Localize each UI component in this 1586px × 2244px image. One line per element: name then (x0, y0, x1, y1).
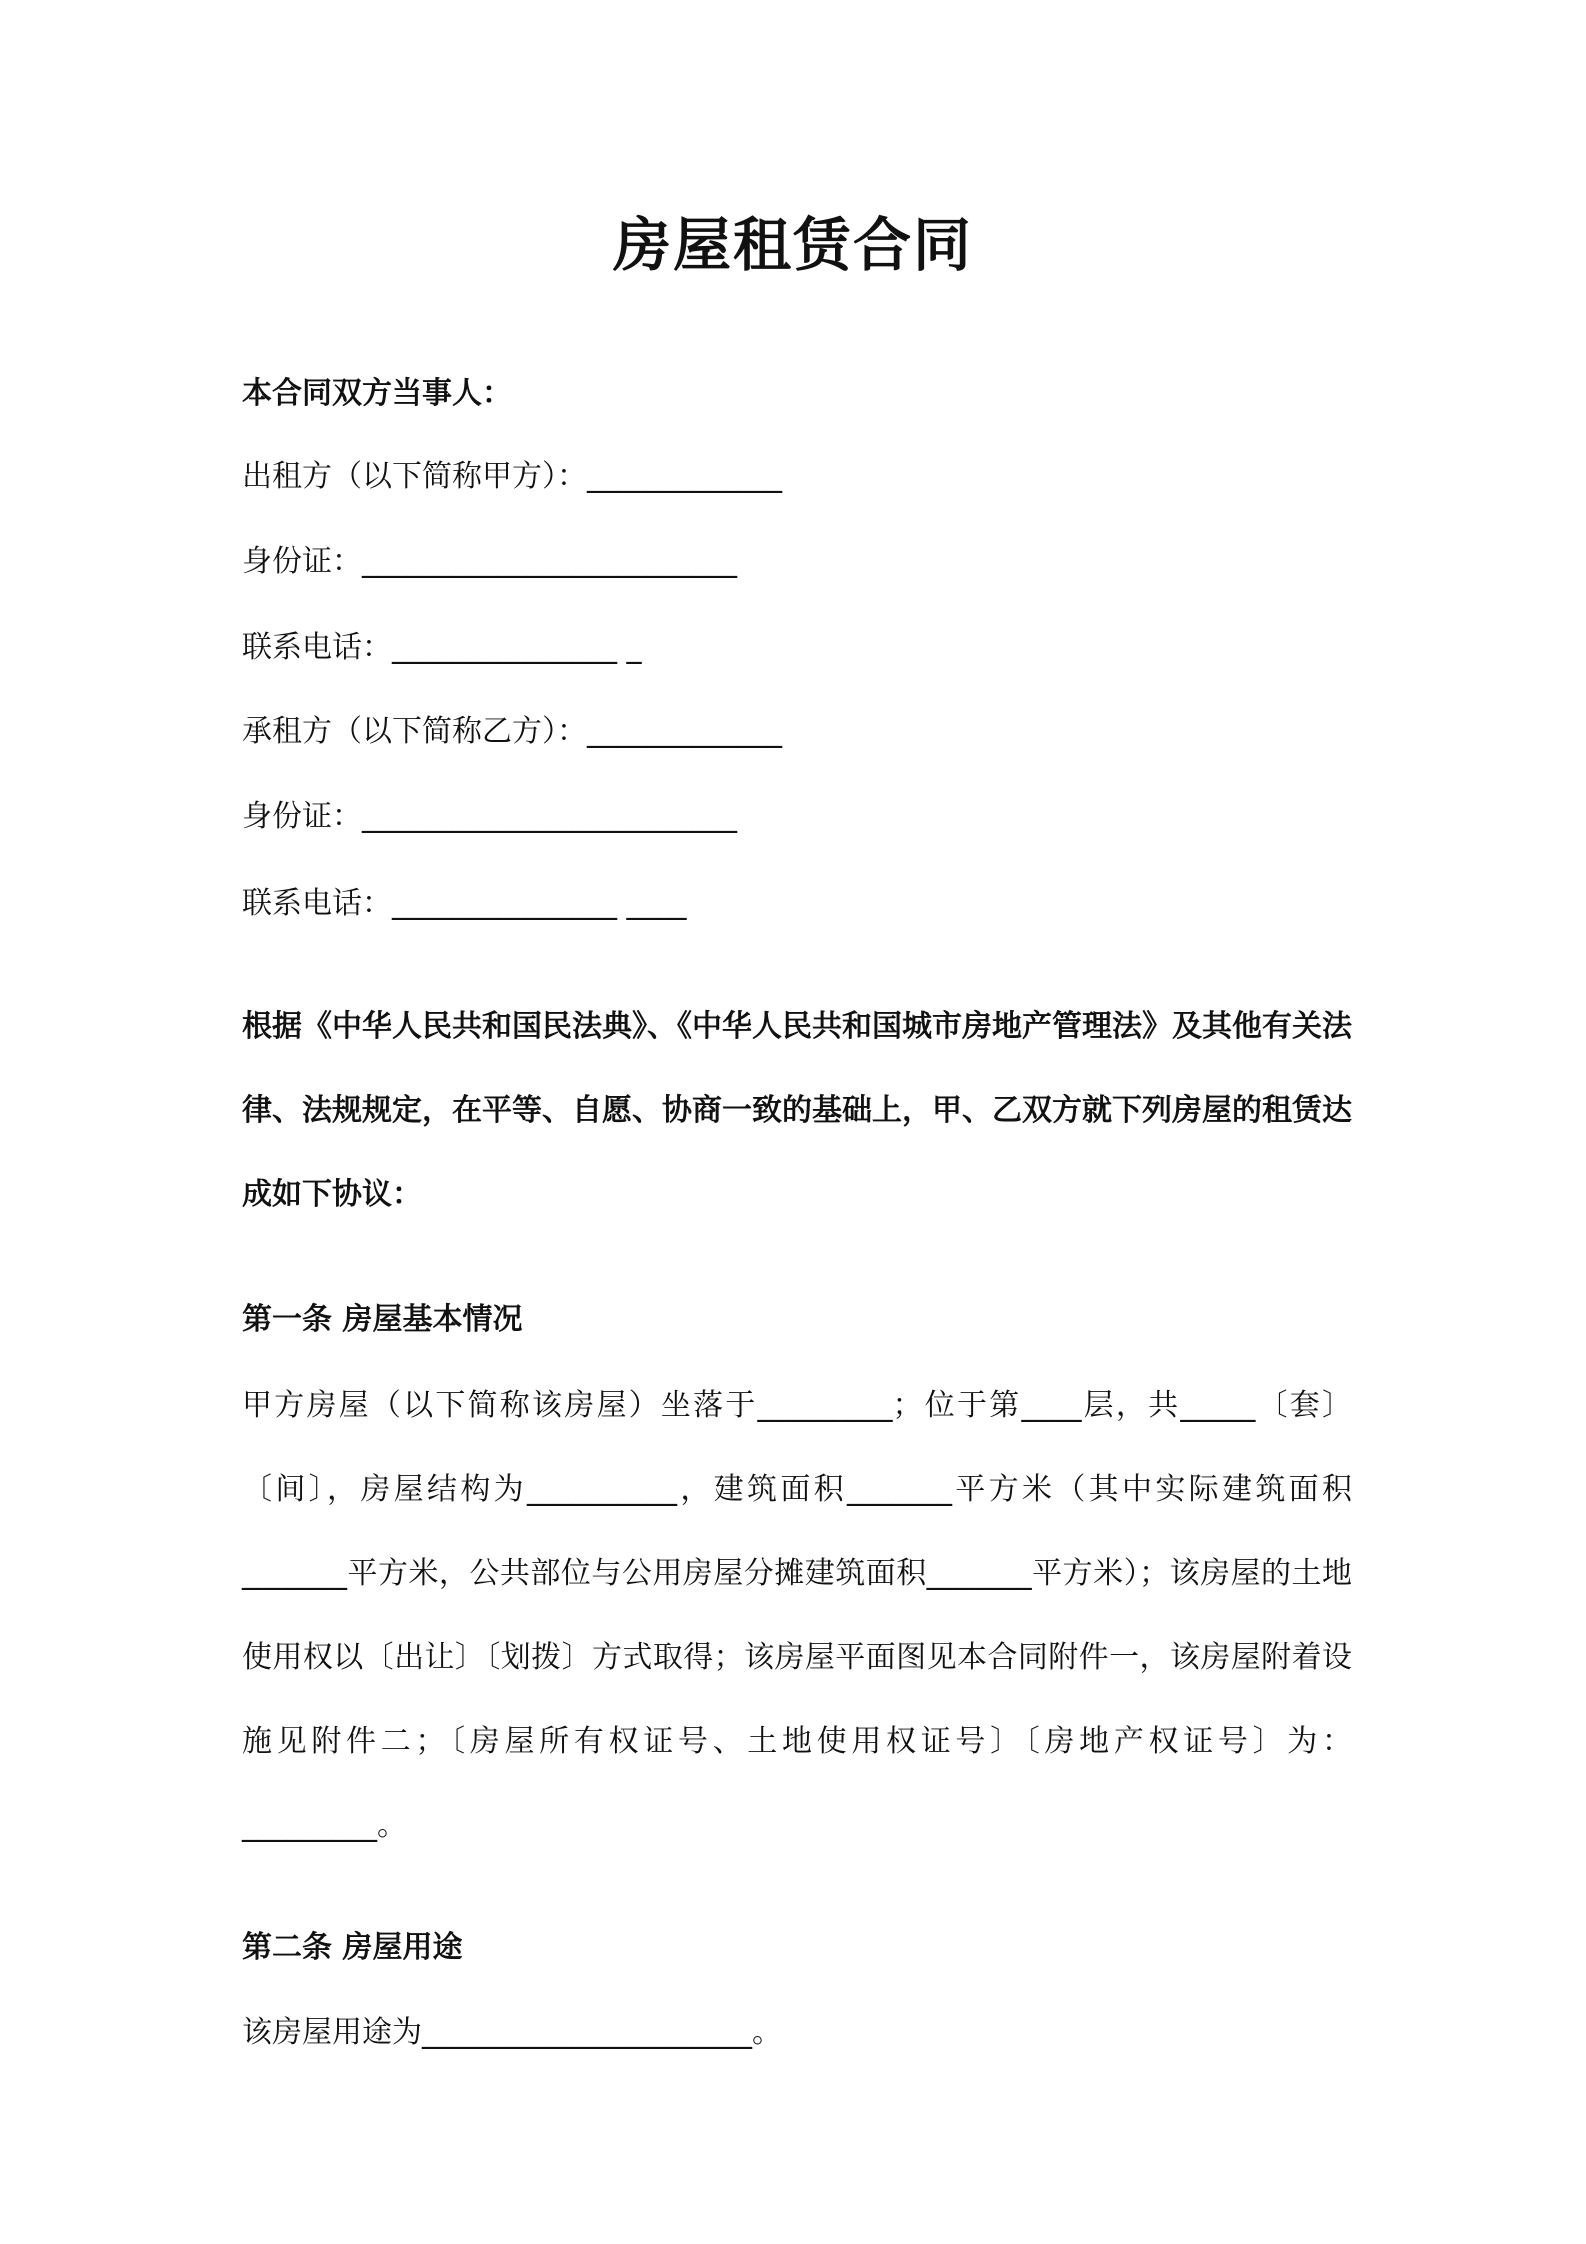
article2-paragraph: 该房屋用途为______________________。 (242, 2015, 782, 2050)
parties-heading: 本合同双方当事人： (242, 376, 512, 411)
lessor-line: 出租方（以下简称甲方）：_____________ (242, 459, 782, 494)
article2-heading: 第二条 房屋用途 (242, 1930, 463, 1965)
lessee-id-line: 身份证：_________________________ (242, 799, 737, 834)
lessee-phone-line: 联系电话：_______________ ____ (242, 886, 687, 921)
lessor-phone-line: 联系电话：_______________ _ (242, 630, 642, 665)
article1-heading: 第一条 房屋基本情况 (242, 1302, 523, 1337)
preamble-paragraph: 根据《中华人民共和国民法典》、《中华人民共和国城市房地产管理法》及其他有关法律、法规规定，在平等、自愿、协商一致的基础上，甲、乙双方就下列房屋的租赁达成如下协议： (242, 1009, 1352, 1212)
lessor-id-line: 身份证：_________________________ (242, 544, 737, 579)
article1-paragraph: 甲方房屋（以下简称该房屋）坐落于_________；位于第____层，共_____〔套〕〔间〕，房屋结构为__________，建筑面积_______平方米（其中实际建筑面积_______平方米，公共部位与公用房屋分摊建筑面积_______平方米）；该房屋的土地使用权以〔出让〕〔划拨〕方式取得；该房屋平面图见本合同附件一，该房屋附着设施见附件二；〔房屋所有权证号、土地使用权证号〕〔房地产权证号〕为：_________。 (242, 1388, 1352, 1843)
lessee-line: 承租方（以下简称乙方）：_____________ (242, 714, 782, 749)
document-title: 房屋租赁合同 (612, 211, 973, 279)
